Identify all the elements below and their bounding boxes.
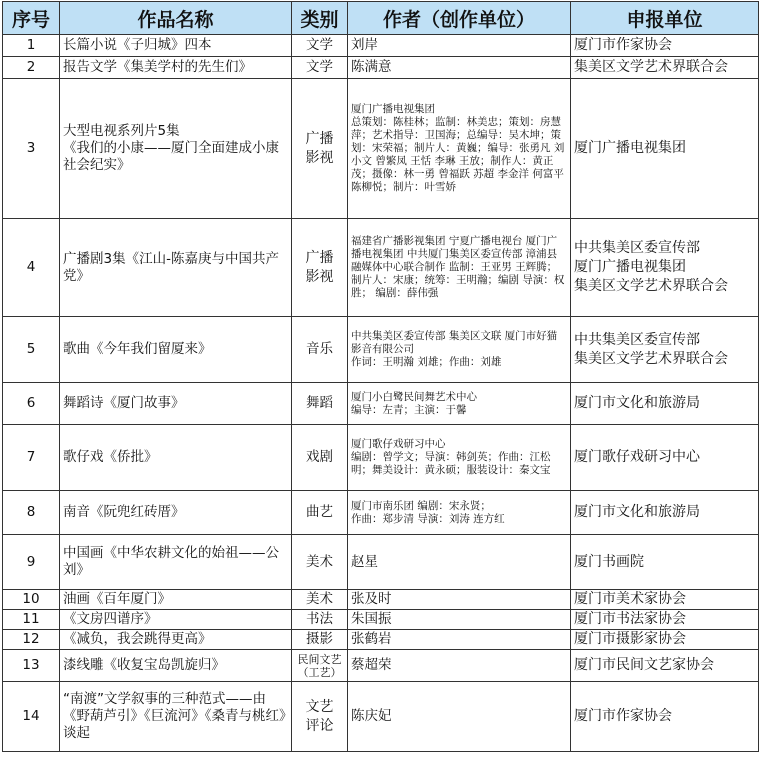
row-no: 11	[3, 610, 60, 630]
table-row	[3, 425, 759, 491]
row-no: 2	[3, 57, 60, 79]
header-author: 作者（创作单位）	[348, 2, 571, 35]
row-unit: 厦门市作家协会	[571, 682, 759, 752]
row-unit: 厦门市摄影家协会	[571, 630, 759, 650]
row-title: 《减负，我会跳得更高》	[60, 630, 292, 650]
row-title: “南渡”文学叙事的三种范式——由《野葫芦引》《巨流河》《桑青与桃红》谈起	[60, 682, 292, 752]
row-title: 南音《阮兜红砖厝》	[60, 491, 292, 535]
table-row	[3, 590, 759, 610]
table-row	[3, 317, 759, 383]
row-author: 中共集美区委宣传部 集美区文联 厦门市好猫影音有限公司 作词：王明瀚 刘雄；作曲：刘雄	[348, 317, 571, 383]
row-title: 中国画《中华农耕文化的始祖——公刘》	[60, 535, 292, 590]
row-author: 陈庆妃	[348, 682, 571, 752]
row-category: 摄影	[292, 630, 348, 650]
row-category: 文学	[292, 57, 348, 79]
row-category: 广播 影视	[292, 219, 348, 317]
header-no: 序号	[3, 2, 60, 35]
row-author: 厦门小白鹭民间舞艺术中心 编导：左青；主演：于馨	[348, 383, 571, 425]
row-no: 1	[3, 35, 60, 57]
row-title: 歌仔戏《侨批》	[60, 425, 292, 491]
row-no: 3	[3, 79, 60, 219]
row-no: 4	[3, 219, 60, 317]
row-category: 民间文艺 （工艺）	[292, 650, 348, 682]
row-title: 长篇小说《子归城》四本	[60, 35, 292, 57]
row-no: 10	[3, 590, 60, 610]
row-title: 舞蹈诗《厦门故事》	[60, 383, 292, 425]
table-row	[3, 219, 759, 317]
row-no: 7	[3, 425, 60, 491]
header-row	[3, 2, 759, 35]
table-row	[3, 535, 759, 590]
row-no: 8	[3, 491, 60, 535]
header-category: 类别	[292, 2, 348, 35]
row-unit: 中共集美区委宣传部 厦门广播电视集团 集美区文学艺术界联合会	[571, 219, 759, 317]
row-unit: 厦门市民间文艺家协会	[571, 650, 759, 682]
row-category: 曲艺	[292, 491, 348, 535]
row-title: 歌曲《今年我们留厦来》	[60, 317, 292, 383]
table-row	[3, 650, 759, 682]
row-title: 漆线雕《收复宝岛凯旋归》	[60, 650, 292, 682]
row-author: 朱国振	[348, 610, 571, 630]
row-title: 广播剧3集《江山-陈嘉庚与中国共产党》	[60, 219, 292, 317]
table-row	[3, 491, 759, 535]
row-category: 文学	[292, 35, 348, 57]
table-row	[3, 383, 759, 425]
row-author: 厦门歌仔戏研习中心 编剧：曾学文；导演：韩剑英；作曲：江松明；舞美设计：黄永硕；服装设计：秦文宝	[348, 425, 571, 491]
row-unit: 厦门市作家协会	[571, 35, 759, 57]
row-category: 书法	[292, 610, 348, 630]
row-title: 油画《百年厦门》	[60, 590, 292, 610]
row-author: 蔡超荣	[348, 650, 571, 682]
row-category: 戏剧	[292, 425, 348, 491]
row-unit: 厦门市书法家协会	[571, 610, 759, 630]
table-row	[3, 57, 759, 79]
row-unit: 厦门市文化和旅游局	[571, 383, 759, 425]
row-author: 张鹤岩	[348, 630, 571, 650]
table-row	[3, 630, 759, 650]
row-no: 13	[3, 650, 60, 682]
row-category: 文艺 评论	[292, 682, 348, 752]
row-no: 5	[3, 317, 60, 383]
row-author: 赵星	[348, 535, 571, 590]
row-author: 厦门市南乐团 编剧：宋永贤； 作曲：郑步清 导演：刘涛 连方红	[348, 491, 571, 535]
row-author: 福建省广播影视集团 宁夏广播电视台 厦门广播电视集团 中共厦门集美区委宣传部 漳浦县融媒体中心联合制作 监制：王亚男 王辉腾；制片人：宋康；统筹：王明瀚；编剧 导演：权胜； 编剧：薛伟强	[348, 219, 571, 317]
row-no: 14	[3, 682, 60, 752]
row-unit: 中共集美区委宣传部 集美区文学艺术界联合会	[571, 317, 759, 383]
header-unit: 申报单位	[571, 2, 759, 35]
row-author: 厦门广播电视集团 总策划：陈桂林；监制：林美忠；策划：房慧萍；艺术指导：卫国海；总编导：吴木坤；策划：宋荣福；制片人：黄巍；编导：张勇凡 刘小文 曾繁凤 王恬 李琳 王放；制作人：黄正茂；摄像：林一勇 曾福跃 苏超 李金洋 何富平 陈柳悦；制片：叶雪娇	[348, 79, 571, 219]
row-title: 报告文学《集美学村的先生们》	[60, 57, 292, 79]
row-unit: 厦门歌仔戏研习中心	[571, 425, 759, 491]
row-unit: 厦门书画院	[571, 535, 759, 590]
awards-table	[2, 1, 759, 752]
row-category: 美术	[292, 535, 348, 590]
row-unit: 厦门广播电视集团	[571, 79, 759, 219]
row-category: 美术	[292, 590, 348, 610]
header-title: 作品名称	[60, 2, 292, 35]
row-no: 6	[3, 383, 60, 425]
row-title: 大型电视系列片5集 《我们的小康——厦门全面建成小康社会纪实》	[60, 79, 292, 219]
row-author: 刘岸	[348, 35, 571, 57]
row-author: 陈满意	[348, 57, 571, 79]
row-category: 广播 影视	[292, 79, 348, 219]
row-category: 音乐	[292, 317, 348, 383]
table-row	[3, 35, 759, 57]
table-row	[3, 610, 759, 630]
row-author: 张及时	[348, 590, 571, 610]
row-unit: 厦门市文化和旅游局	[571, 491, 759, 535]
row-category: 舞蹈	[292, 383, 348, 425]
row-no: 9	[3, 535, 60, 590]
row-no: 12	[3, 630, 60, 650]
table-row	[3, 79, 759, 219]
row-title: 《文房四谱序》	[60, 610, 292, 630]
row-unit: 集美区文学艺术界联合会	[571, 57, 759, 79]
row-unit: 厦门市美术家协会	[571, 590, 759, 610]
table-row	[3, 682, 759, 752]
